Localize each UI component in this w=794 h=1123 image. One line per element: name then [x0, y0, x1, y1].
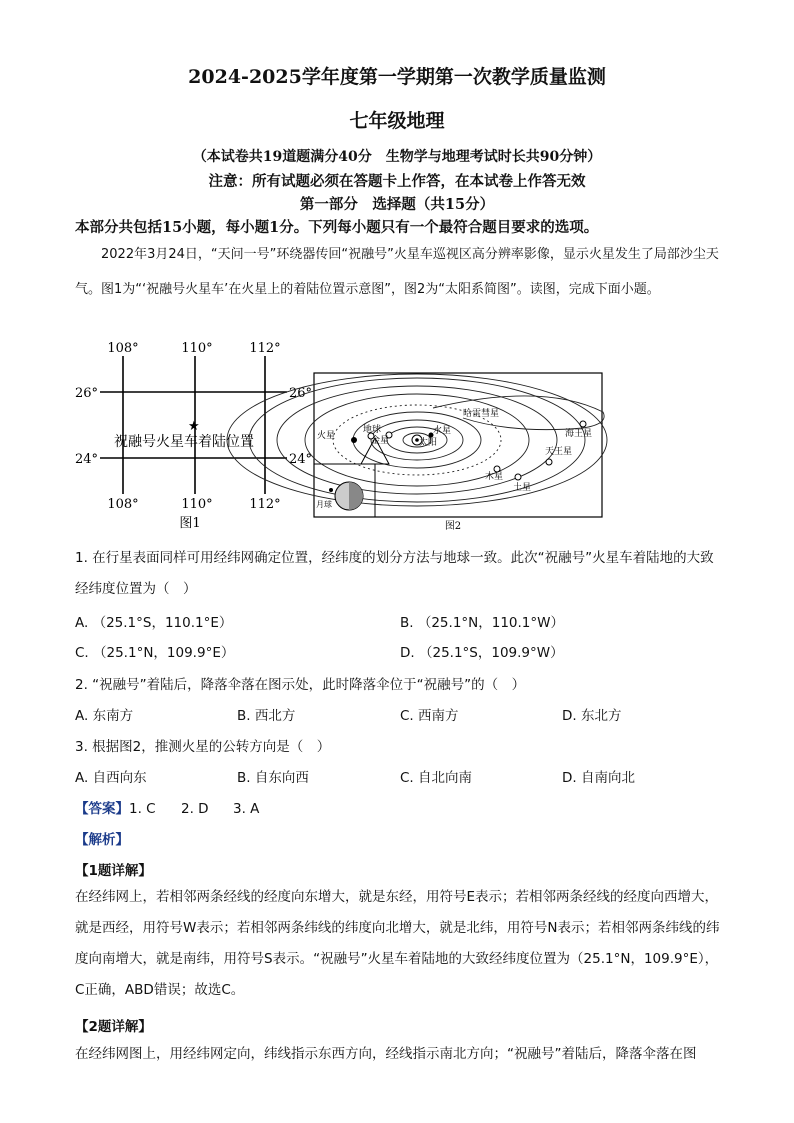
label-earth: 地球 [363, 425, 382, 435]
lon-label-bottom-112: 112° [249, 497, 281, 512]
landing-site-star-icon: ★ [188, 419, 200, 434]
analysis-label: 【解析】 [75, 832, 129, 848]
mars-dot [351, 437, 357, 443]
lon-label-top-108: 108° [107, 341, 139, 356]
q2-option-d: D. 东北方 [562, 708, 622, 724]
q1-option-d: D. （25.1°S，109.9°W） [400, 645, 564, 661]
neptune-dot [580, 421, 586, 427]
section-intro: 本部分共包括15小题，每小题1分。下列每小题只有一个最符合题目要求的选项。 [75, 219, 599, 236]
question-3-stem: 3. 根据图2，推测火星的公转方向是（ ） [75, 739, 331, 755]
question-1-stem: 1. 在行星表面同样可用经纬网确定位置，经纬度的划分方法与地球一致。此次“祝融号”火星车着陆地的大致经纬度位置为（ ） [75, 550, 714, 597]
uranus-dot [546, 459, 552, 465]
label-mars: 火星 [317, 431, 336, 441]
q1-option-b: B. （25.1°N，110.1°W） [400, 615, 564, 631]
label-halley: 哈雷彗星 [463, 409, 500, 419]
q2-option-b: B. 西北方 [237, 708, 296, 724]
figure1-grid [72, 336, 313, 536]
figure2-caption: 图2 [444, 521, 462, 532]
label-jupiter: 木星 [485, 472, 504, 482]
lat-label-right-26: 26° [289, 386, 313, 401]
lon-label-top-110: 110° [181, 341, 213, 356]
q1-option-a: A. （25.1°S，110.1°E） [75, 615, 233, 631]
detail-1-text: 在经纬网上，若相邻两条经线的经度向东增大，就是东经，用符号E表示；若相邻两条经线的经度向西增大，就是西经，用符号W表示；若相邻两条纬线的纬度向北增大，就是北纬，用符号N表示；若相邻两条纬线的纬度向南增大，就是南纬，用符号S表示。“祝融号”火星车着陆地的大致经纬度位置为（25.1°N，109.9°E），C正确，ABD错误；故选C。 [75, 889, 720, 998]
exam-info: （本试卷共19道题满分40分 生物学与地理考试时长共90分钟） [192, 149, 602, 165]
q2-option-c: C. 西南方 [400, 708, 459, 724]
detail-1-label: 【1题详解】 [75, 863, 152, 879]
question-2-stem: 2. “祝融号”着陆后，降落伞落在图示处，此时降落伞位于“祝融号”的（ ） [75, 677, 526, 693]
q3-option-d: D. 自南向北 [562, 770, 635, 786]
exam-title: 2024-2025学年度第一学期第一次教学质量监测 [188, 66, 606, 88]
q3-option-a: A. 自西向东 [75, 770, 147, 786]
detail-2-label: 【2题详解】 [75, 1019, 152, 1035]
label-moon: 月球 [316, 500, 332, 509]
label-uranus: 天王星 [545, 447, 573, 457]
lon-label-bottom-108: 108° [107, 497, 139, 512]
lat-label-right-24: 24° [289, 452, 313, 467]
lat-label-left-26: 26° [75, 386, 99, 401]
label-mercury: 水星 [433, 426, 452, 436]
saturn-dot [515, 474, 521, 480]
q3-option-c: C. 自北向南 [400, 770, 473, 786]
reading-passage [75, 238, 725, 307]
answer-label: 【答案】 [75, 801, 129, 817]
q1-option-c: C. （25.1°N，109.9°E） [75, 645, 235, 661]
q2-option-a: A. 东南方 [75, 708, 134, 724]
exam-notice: 注意：所有试题必须在答题卡上作答，在本试卷上作答无效 [208, 173, 586, 190]
label-saturn: 土星 [513, 483, 532, 493]
answer-1: 1. C [129, 801, 156, 817]
answer-2: 2. D [181, 801, 209, 817]
label-sun: 太阳 [419, 438, 438, 448]
answer-row [75, 797, 259, 817]
figure1-caption: 图1 [179, 516, 201, 531]
q3-option-b: B. 自东向西 [237, 770, 309, 786]
figure2-solar-system [313, 372, 605, 532]
lon-label-top-112: 112° [249, 341, 281, 356]
answer-3: 3. A [233, 801, 260, 817]
landing-site-label: 祝融号火星车着陆位置 [114, 434, 254, 450]
label-venus: 金星 [371, 436, 390, 446]
inset-moon-dot [329, 488, 333, 492]
passage-text: 2022年3月24日，“天问一号”环绕器传回“祝融号”火星车巡视区高分辨率影像，显示火星发生了局部沙尘天气。图1为“‘祝融号火星车’在火星上的着陆位置示意图”，图2为“太阳系简图”。读图，完成下面小题。 [75, 247, 719, 297]
lat-label-left-24: 24° [75, 452, 99, 467]
section-heading: 第一部分 选择题（共15分） [299, 196, 495, 213]
detail-2-text: 在经纬网图上，用经纬网定向，纬线指示东西方向，经线指示南北方向；“祝融号”着陆后，降落伞落在图 [75, 1046, 697, 1062]
label-neptune: 海王星 [565, 429, 593, 439]
exam-subtitle: 七年级地理 [349, 110, 445, 132]
lon-label-bottom-110: 110° [181, 497, 213, 512]
